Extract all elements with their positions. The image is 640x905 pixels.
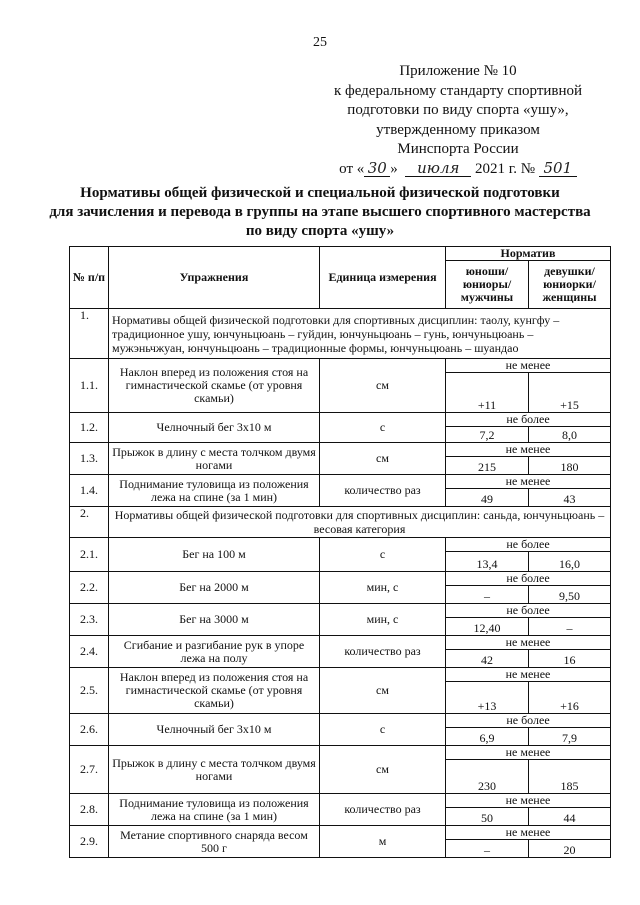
unit-cell: мин, с xyxy=(320,572,446,604)
row-number: 2.2. xyxy=(70,572,109,604)
girls-value: – xyxy=(529,618,611,636)
girls-value: 180 xyxy=(529,457,611,475)
girls-value: 185 xyxy=(529,760,611,794)
unit-cell: см xyxy=(320,746,446,794)
exercise-name: Наклон вперед из положения стоя на гимнастической скамье (от уровня скамьи) xyxy=(109,668,320,714)
row-number: 2.6. xyxy=(70,714,109,746)
table-row xyxy=(70,538,611,552)
table-row xyxy=(70,604,611,618)
header-norm: Норматив xyxy=(446,247,611,261)
exercise-name: Поднимание туловища из положения лежа на спине (за 1 мин) xyxy=(109,794,320,826)
row-number: 2.1. xyxy=(70,538,109,572)
girls-value: 9,50 xyxy=(529,586,611,604)
section-title: Нормативы общей физической подготовки для спортивных дисциплин: саньда, юнчуньцюань – весовая категория xyxy=(109,507,611,538)
boys-value: 49 xyxy=(446,489,529,507)
table-row xyxy=(70,746,611,760)
exercise-name: Прыжок в длину с места толчком двумя ногами xyxy=(109,746,320,794)
girls-value: +16 xyxy=(529,682,611,714)
header-num: № п/п xyxy=(70,247,109,309)
order-date-line xyxy=(300,160,616,180)
boys-value: +13 xyxy=(446,682,529,714)
table-row xyxy=(70,826,611,840)
appendix-block xyxy=(300,62,616,179)
exercise-name: Прыжок в длину с места толчком двумя ногами xyxy=(109,443,320,475)
norm-label: не менее xyxy=(446,826,611,840)
exercise-name: Челночный бег 3х10 м xyxy=(109,413,320,443)
date-mid: » xyxy=(390,160,398,177)
appendix-line: Приложение № 10 xyxy=(399,63,517,79)
page-number: 25 xyxy=(313,35,327,50)
section-number: 1. xyxy=(70,309,109,359)
girls-value: 44 xyxy=(529,808,611,826)
norm-label: не менее xyxy=(446,794,611,808)
unit-cell: м xyxy=(320,826,446,858)
exercise-name: Бег на 2000 м xyxy=(109,572,320,604)
row-number: 2.9. xyxy=(70,826,109,858)
section-row xyxy=(70,507,611,538)
norm-label: не более xyxy=(446,572,611,586)
boys-value: 215 xyxy=(446,457,529,475)
norm-label: не менее xyxy=(446,359,611,373)
title-line: Нормативы общей физической и специальной физической подготовки xyxy=(80,185,560,201)
boys-value: +11 xyxy=(446,373,529,413)
unit-cell: количество раз xyxy=(320,475,446,507)
unit-cell: количество раз xyxy=(320,794,446,826)
norm-label: не менее xyxy=(446,636,611,650)
unit-cell: с xyxy=(320,538,446,572)
date-prefix: от « xyxy=(339,160,365,177)
row-number: 1.3. xyxy=(70,443,109,475)
header-exercise: Упражнения xyxy=(109,247,320,309)
row-number: 2.7. xyxy=(70,746,109,794)
exercise-name: Челночный бег 3х10 м xyxy=(109,714,320,746)
norm-label: не более xyxy=(446,538,611,552)
order-number: 501 xyxy=(539,160,577,177)
section-number: 2. xyxy=(70,507,109,538)
unit-cell: с xyxy=(320,714,446,746)
table-row xyxy=(70,668,611,682)
header-boys: юноши/ юниоры/ мужчины xyxy=(446,261,529,309)
header-girls: девушки/ юниорки/ женщины xyxy=(529,261,611,309)
norm-label: не более xyxy=(446,604,611,618)
boys-value: 12,40 xyxy=(446,618,529,636)
norm-label: не менее xyxy=(446,443,611,457)
unit-cell: см xyxy=(320,359,446,413)
exercise-name: Метание спортивного снаряда весом 500 г xyxy=(109,826,320,858)
table-row xyxy=(70,636,611,650)
section-title: Нормативы общей физической подготовки для спортивных дисциплин: таолу, кунгфу – традиционное ушу, юнчуньцюань – гуйдин, юнчуньцюань – гунь, юнчуньцюань – мужэньчжуан, юнчуньцюань – традиционные формы, юнчуньцюань – шуандао xyxy=(109,309,611,359)
boys-value: 230 xyxy=(446,760,529,794)
girls-value: 20 xyxy=(529,840,611,858)
appendix-line: к федеральному стандарту спортивной xyxy=(333,82,583,99)
boys-value: – xyxy=(446,586,529,604)
appendix-line: Минспорта России xyxy=(397,141,519,157)
row-number: 2.3. xyxy=(70,604,109,636)
norm-label: не менее xyxy=(446,668,611,682)
appendix-line: подготовки по виду спорта «ушу», xyxy=(347,102,569,118)
norm-label: не более xyxy=(446,413,611,427)
date-day: 30 xyxy=(364,160,390,177)
document-title xyxy=(0,184,640,241)
unit-cell: количество раз xyxy=(320,636,446,668)
row-number: 2.5. xyxy=(70,668,109,714)
unit-cell: см xyxy=(320,443,446,475)
boys-value: 50 xyxy=(446,808,529,826)
girls-value: 7,9 xyxy=(529,728,611,746)
table-row xyxy=(70,359,611,373)
exercise-name: Наклон вперед из положения стоя на гимнастической скамье (от уровня скамьи) xyxy=(109,359,320,413)
girls-value: 16,0 xyxy=(529,552,611,572)
norms-body xyxy=(70,309,611,858)
norm-label: не менее xyxy=(446,475,611,489)
norms-table xyxy=(69,246,611,858)
norm-label: не более xyxy=(446,714,611,728)
row-number: 2.8. xyxy=(70,794,109,826)
date-month: июля xyxy=(405,160,471,177)
title-line: для зачисления и перевода в группы на этапе высшего спортивного мастерства xyxy=(49,204,591,220)
row-number: 2.4. xyxy=(70,636,109,668)
girls-value: 8,0 xyxy=(529,427,611,443)
section-row xyxy=(70,309,611,359)
table-row xyxy=(70,572,611,586)
girls-value: 43 xyxy=(529,489,611,507)
row-number: 1.1. xyxy=(70,359,109,413)
unit-cell: см xyxy=(320,668,446,714)
table-row xyxy=(70,714,611,728)
header-unit: Единица измерения xyxy=(320,247,446,309)
exercise-name: Бег на 100 м xyxy=(109,538,320,572)
table-row xyxy=(70,794,611,808)
exercise-name: Бег на 3000 м xyxy=(109,604,320,636)
table-row xyxy=(70,413,611,427)
unit-cell: с xyxy=(320,413,446,443)
unit-cell: мин, с xyxy=(320,604,446,636)
table-row xyxy=(70,443,611,457)
date-year: 2021 г. № xyxy=(475,160,536,177)
table-row xyxy=(70,475,611,489)
row-number: 1.4. xyxy=(70,475,109,507)
girls-value: 16 xyxy=(529,650,611,668)
girls-value: +15 xyxy=(529,373,611,413)
boys-value: 13,4 xyxy=(446,552,529,572)
exercise-name: Сгибание и разгибание рук в упоре лежа на полу xyxy=(109,636,320,668)
row-number: 1.2. xyxy=(70,413,109,443)
boys-value: 7,2 xyxy=(446,427,529,443)
boys-value: 42 xyxy=(446,650,529,668)
title-line: по виду спорта «ушу» xyxy=(245,223,395,239)
boys-value: – xyxy=(446,840,529,858)
boys-value: 6,9 xyxy=(446,728,529,746)
exercise-name: Поднимание туловища из положения лежа на спине (за 1 мин) xyxy=(109,475,320,507)
appendix-line: утвержденному приказом xyxy=(376,121,540,138)
norm-label: не менее xyxy=(446,746,611,760)
